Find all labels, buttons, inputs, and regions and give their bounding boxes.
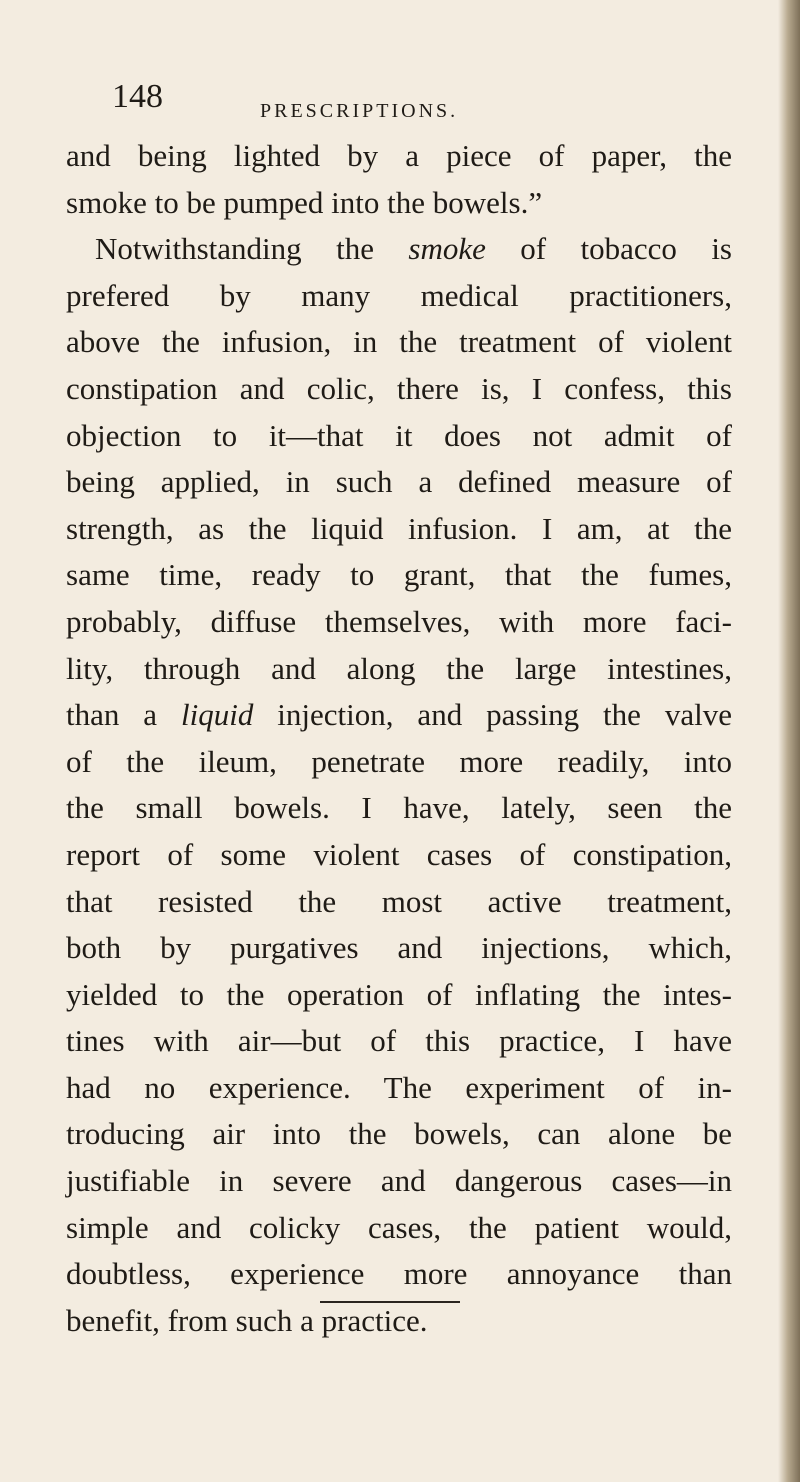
text-line: and being lighted by a piece of paper, the [66, 138, 732, 173]
text-line: same time, ready to grant, that the fumes, [66, 557, 732, 593]
text-line: prefered by many medical practitioners, [66, 277, 732, 313]
text-line: probably, diffuse themselves, with more faci- [66, 603, 732, 639]
page-number: 148 [112, 78, 163, 115]
text-line: strength, as the liquid infusion. I am, at the [66, 510, 732, 546]
text-line: smoke to be pumped into the bowels.” [66, 184, 543, 220]
text-line: constipation and colic, there is, I confess, this [66, 370, 732, 406]
body-text [66, 133, 732, 1344]
page-header [112, 70, 582, 130]
text-span: Notwithstanding the [95, 231, 409, 267]
text-line: report of some violent cases of constipation, [66, 836, 732, 872]
running-head: PRESCRIPTIONS. [260, 100, 459, 122]
text-line: doubtless, experience more annoyance than [66, 1256, 732, 1292]
text-line: both by purgatives and injections, which, [66, 930, 732, 966]
text-line: yielded to the operation of inflating the intes- [66, 976, 732, 1012]
text-span: of tobacco is [485, 231, 732, 267]
page-edge-shadow [778, 0, 800, 1482]
text-line [66, 692, 732, 739]
italic-word: smoke [408, 231, 486, 267]
text-span: than a [66, 697, 181, 733]
text-line: being applied, in such a defined measure of [66, 464, 732, 500]
text-line: lity, through and along the large intestines, [66, 650, 732, 686]
text-line: justifiable in severe and dangerous cases—in [66, 1163, 732, 1199]
italic-word: liquid [181, 697, 254, 733]
text-line: benefit, from such a practice. [66, 1302, 428, 1338]
text-line: simple and colicky cases, the patient would, [66, 1209, 732, 1245]
text-line: the small bowels. I have, lately, seen the [66, 790, 732, 826]
text-line: objection to it—that it does not admit of [66, 417, 732, 453]
text-line: had no experience. The experiment of in- [66, 1069, 732, 1105]
section-rule [320, 1301, 460, 1303]
text-span: injection, and passing the valve [253, 697, 732, 733]
text-line: above the infusion, in the treatment of violent [66, 324, 732, 360]
text-line: of the ileum, penetrate more readily, into [66, 743, 732, 779]
text-line: tines with air—but of this practice, I have [66, 1023, 732, 1059]
text-line: troducing air into the bowels, can alone be [66, 1116, 732, 1152]
text-line [66, 226, 732, 273]
text-line: that resisted the most active treatment, [66, 883, 732, 919]
